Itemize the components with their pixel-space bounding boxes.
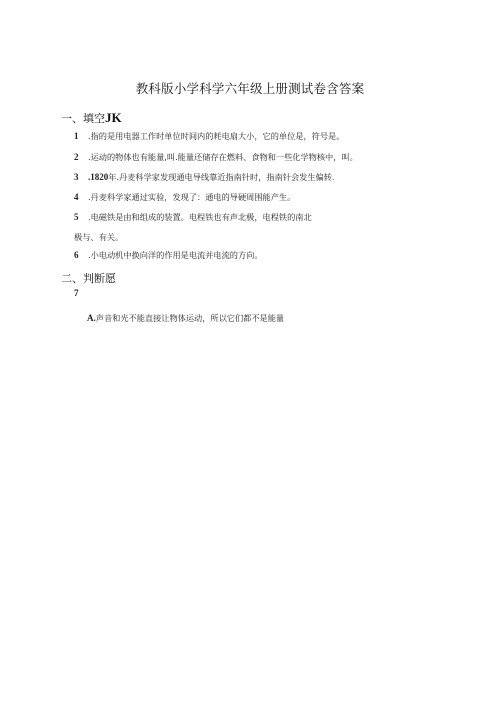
question-number: 2 <box>74 152 79 162</box>
question-number: 1 <box>74 131 79 141</box>
question-2 <box>74 152 358 163</box>
section-heading-true-false: 二、判断愿 <box>61 272 116 285</box>
question-4 <box>74 192 295 203</box>
option-label: A. <box>87 313 96 323</box>
question-7-option-a <box>87 313 284 324</box>
question-6 <box>74 250 263 261</box>
question-1 <box>74 131 344 142</box>
question-text: 年.丹麦科学家发现通电导线靠近指南针时，指南针会发生偏转. <box>108 172 335 182</box>
question-text: .小电动机中换向洋的作用是电流并电流的方向。 <box>88 250 263 260</box>
question-text: .丹麦科学家通过实验，发现了：通电的导硬周围能产生。 <box>88 192 296 202</box>
section-heading-prefix: 一、填空 <box>61 112 105 125</box>
question-number: 6 <box>74 250 79 260</box>
question-year: .1820 <box>88 172 109 182</box>
section-heading-suffix: JK <box>105 110 122 125</box>
question-5 <box>74 212 312 223</box>
section-heading-fill-blank <box>61 110 122 126</box>
question-3 <box>74 172 335 183</box>
question-7-number: 7 <box>74 288 79 298</box>
question-number: 4 <box>74 192 79 202</box>
question-5-continuation: 极与、有关。 <box>74 232 124 242</box>
question-text: .运动的物体也有能量,叫.能量还储存在燃料、食物和一些化学物核中，叫。 <box>88 152 358 162</box>
question-text: .指的是用电器工作时单位时间内的耗电扇大小，它的单位是，符号是。 <box>88 131 345 141</box>
question-number: 5 <box>74 212 79 222</box>
question-number: 3 <box>74 172 79 182</box>
page-title: 教科版小学科学六年级上册测试卷含答案 <box>135 81 365 96</box>
option-text: 声音和光不能直接让物体运动，所以它们都不是能量 <box>95 313 285 323</box>
question-text: .电磁铁是由和组成的装置。电程铁也有声北极，电程铁的南北 <box>88 212 312 222</box>
